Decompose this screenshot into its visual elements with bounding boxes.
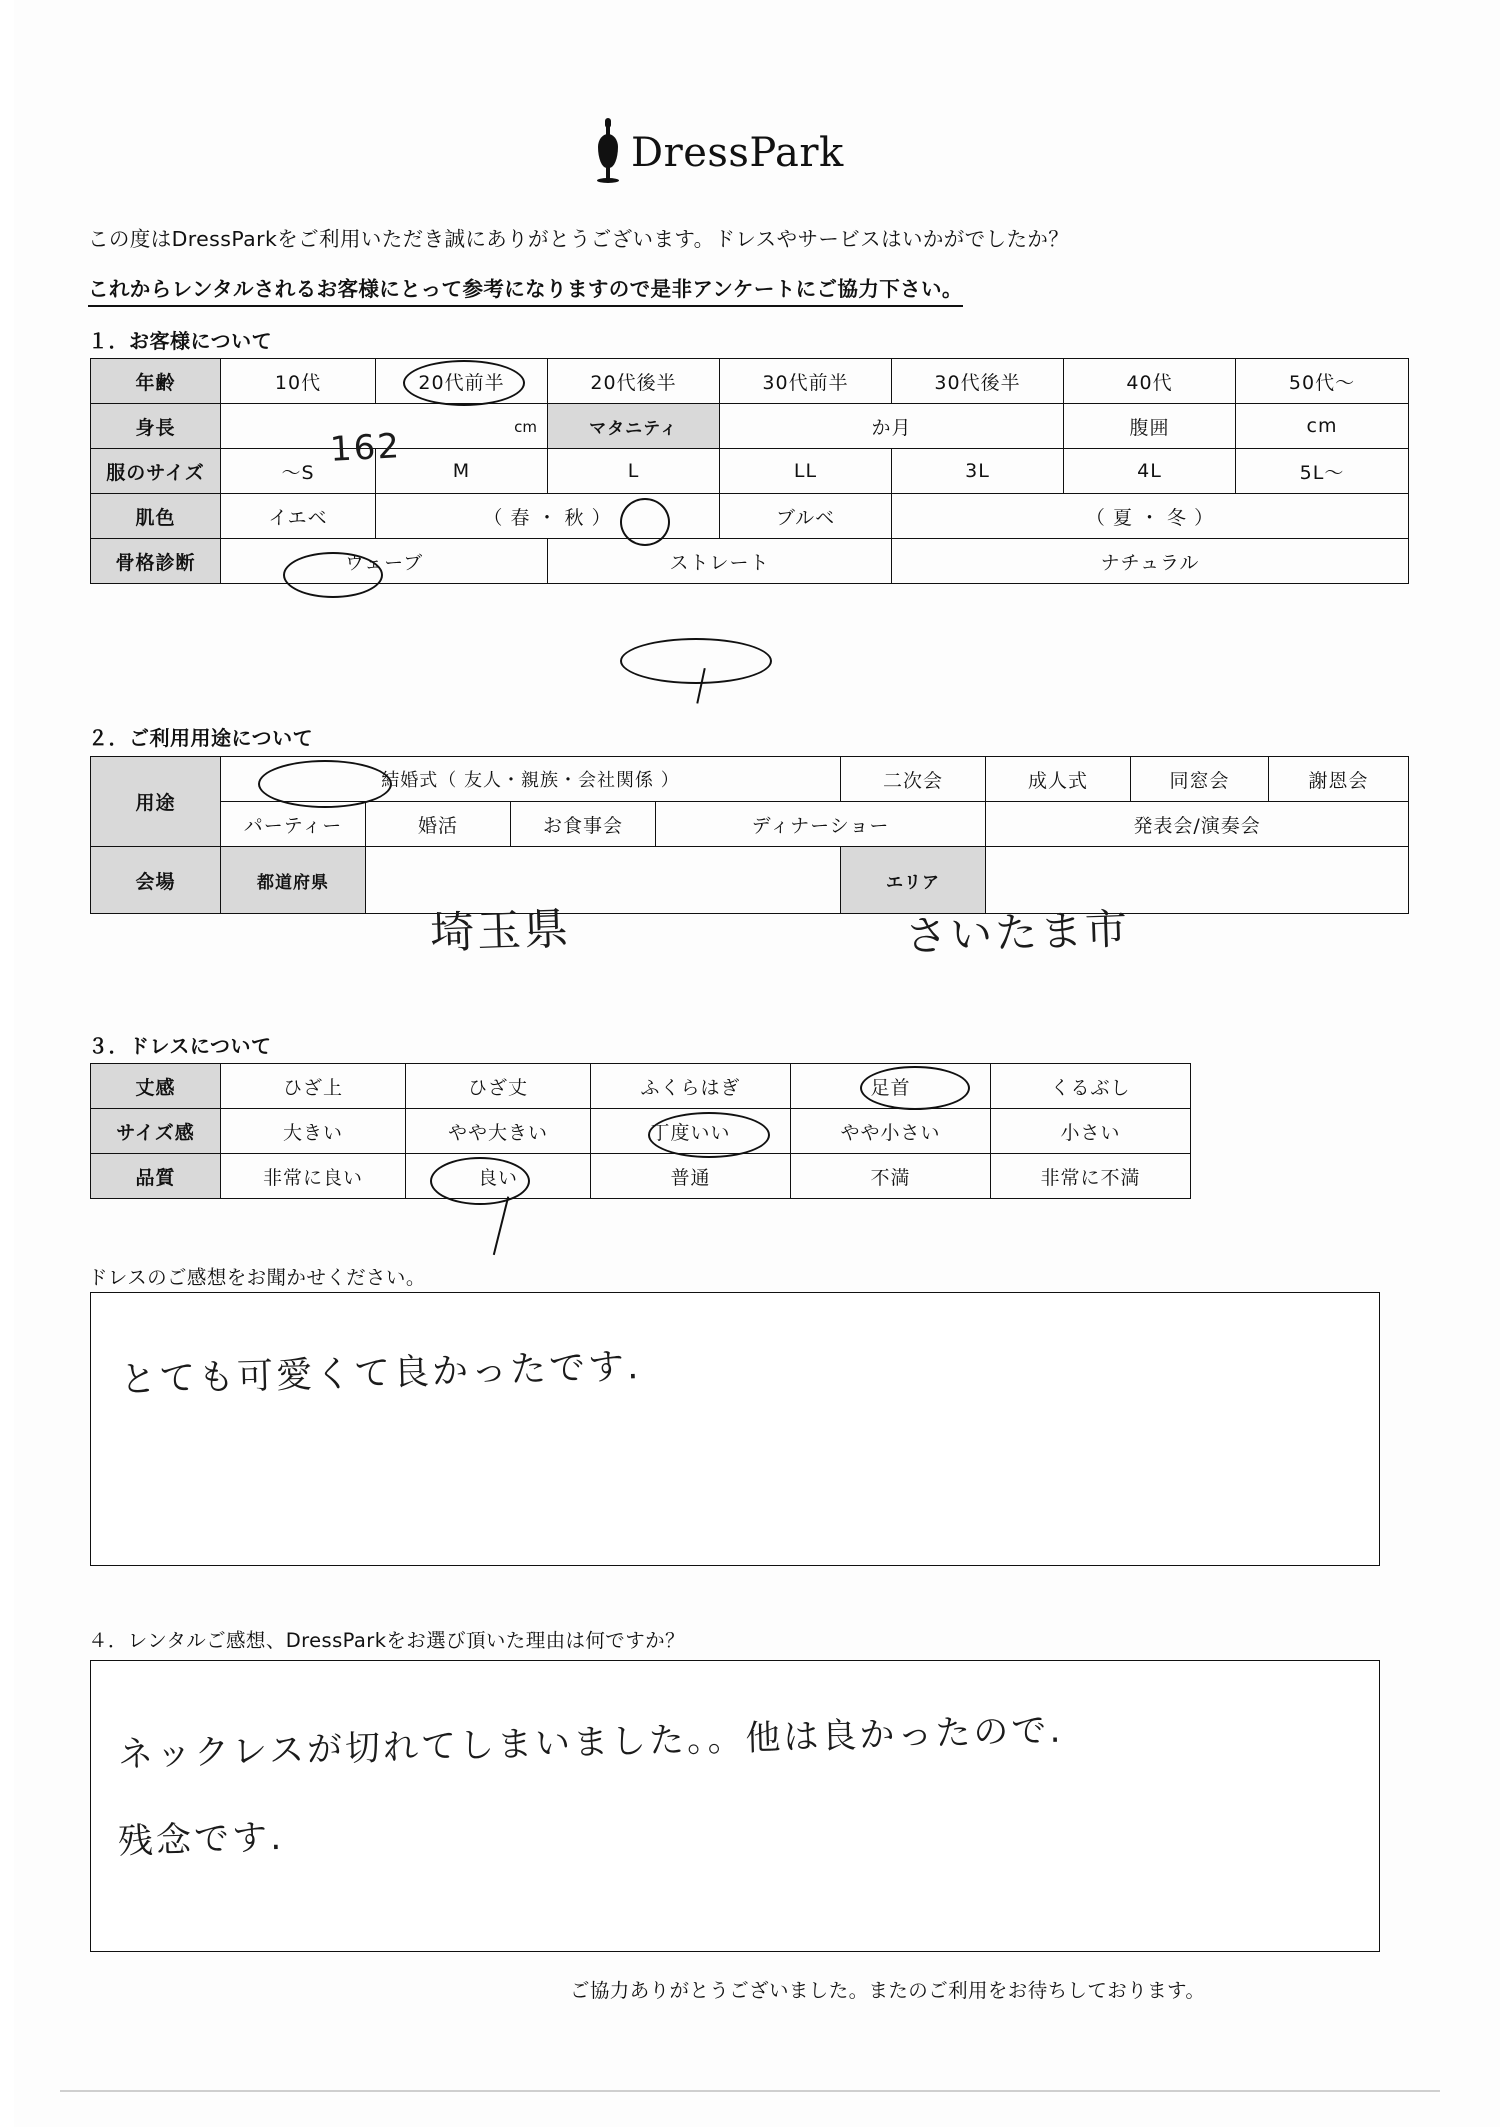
scan-edge xyxy=(0,0,14,2127)
quality-option-1[interactable]: 良い xyxy=(406,1154,591,1199)
table-row-skin xyxy=(91,494,1409,539)
row-label-height: 身長 xyxy=(91,404,221,449)
usage-table xyxy=(90,756,1409,914)
skin-season-warm[interactable]: （ 春 ・ 秋 ） xyxy=(376,494,720,539)
pen-stroke xyxy=(696,668,707,704)
handwritten-area: さいたま市 xyxy=(904,904,1131,961)
dress-table xyxy=(90,1063,1191,1199)
size-option-4[interactable]: 3L xyxy=(892,449,1064,494)
size-option-6[interactable]: 5L〜 xyxy=(1236,449,1409,494)
age-option-0[interactable]: 10代 xyxy=(221,359,376,404)
row-label-skin: 肌色 xyxy=(91,494,221,539)
table-row-length xyxy=(91,1064,1191,1109)
fit-option-0[interactable]: 大きい xyxy=(221,1109,406,1154)
row-label-age: 年齢 xyxy=(91,359,221,404)
size-option-3[interactable]: LL xyxy=(720,449,892,494)
row-label-length: 丈感 xyxy=(91,1064,221,1109)
table-row-height xyxy=(91,404,1409,449)
row-label-venue: 会場 xyxy=(91,847,221,914)
age-option-2[interactable]: 20代後半 xyxy=(548,359,720,404)
brand-name: DressPark xyxy=(631,130,844,176)
section-1-title: １．お客様について xyxy=(88,329,273,353)
fit-option-4[interactable]: 小さい xyxy=(991,1109,1191,1154)
handwritten-impression: とても可愛くて良かったです. xyxy=(119,1346,642,1401)
fit-option-3[interactable]: やや小さい xyxy=(791,1109,991,1154)
skin-option-blue[interactable]: ブルベ xyxy=(720,494,892,539)
handwritten-height-value: 162 xyxy=(329,426,402,470)
purpose-dinner-show[interactable]: ディナーショー xyxy=(656,802,986,847)
impression-textarea[interactable] xyxy=(90,1292,1380,1566)
body-option-natural[interactable]: ナチュラル xyxy=(892,539,1409,584)
closing-text: ご協力ありがとうございました。またのご利用をお待ちしております。 xyxy=(570,1979,1206,2002)
prefecture-label: 都道府県 xyxy=(221,847,366,914)
handwritten-reason-line-1: ネックレスが切れてしまいました。。他は良かったので. xyxy=(117,1710,1065,1776)
pen-stroke-2 xyxy=(493,1196,511,1255)
age-option-3[interactable]: 30代前半 xyxy=(720,359,892,404)
height-unit: cm xyxy=(514,418,537,436)
row-label-fit: サイズ感 xyxy=(91,1109,221,1154)
body-option-wave[interactable]: ウェーブ xyxy=(221,539,548,584)
body-option-straight[interactable]: ストレート xyxy=(548,539,892,584)
table-row-size xyxy=(91,449,1409,494)
brand-logo xyxy=(595,118,844,188)
maternity-label[interactable]: マタニティ xyxy=(548,404,720,449)
table-row-quality xyxy=(91,1154,1191,1199)
table-row-venue xyxy=(91,847,1409,914)
dress-form-icon xyxy=(595,118,621,188)
fit-option-2[interactable]: 丁度いい xyxy=(591,1109,791,1154)
page-bottom-rule xyxy=(60,2090,1440,2092)
age-option-5[interactable]: 40代 xyxy=(1064,359,1236,404)
table-row-age xyxy=(91,359,1409,404)
age-option-1[interactable]: 20代前半 xyxy=(376,359,548,404)
length-option-4[interactable]: くるぶし xyxy=(991,1064,1191,1109)
intro-line-2: これからレンタルされるお客様にとって参考になりますので是非アンケートにご協力下さい。 xyxy=(88,272,963,307)
size-option-2[interactable]: L xyxy=(548,449,720,494)
row-label-quality: 品質 xyxy=(91,1154,221,1199)
table-row-purpose-1 xyxy=(91,757,1409,802)
handwritten-reason-line-2: 残念です. xyxy=(117,1817,285,1863)
area-label: エリア xyxy=(841,847,986,914)
purpose-reunion[interactable]: 同窓会 xyxy=(1131,757,1269,802)
height-input[interactable] xyxy=(221,404,548,449)
row-label-body: 骨格診断 xyxy=(91,539,221,584)
skin-option-yellow[interactable]: イエベ xyxy=(221,494,376,539)
size-option-0[interactable]: 〜S xyxy=(221,449,376,494)
purpose-party[interactable]: パーティー xyxy=(221,802,366,847)
maternity-months[interactable]: か月 xyxy=(720,404,1064,449)
purpose-meal[interactable]: お食事会 xyxy=(511,802,656,847)
impression-label: ドレスのご感想をお聞かせください。 xyxy=(88,1266,426,1289)
row-label-purpose: 用途 xyxy=(91,757,221,847)
age-option-6[interactable]: 50代〜 xyxy=(1236,359,1409,404)
waist-unit[interactable]: cm xyxy=(1236,404,1409,449)
quality-option-0[interactable]: 非常に良い xyxy=(221,1154,406,1199)
length-option-2[interactable]: ふくらはぎ xyxy=(591,1064,791,1109)
purpose-coming-of-age[interactable]: 成人式 xyxy=(986,757,1131,802)
table-row-body xyxy=(91,539,1409,584)
table-row-fit xyxy=(91,1109,1191,1154)
skin-season-cool[interactable]: （ 夏 ・ 冬 ） xyxy=(892,494,1409,539)
section-2-title: ２．ご利用用途について xyxy=(88,726,314,750)
intro-line-1: この度はDressParkをご利用いただき誠にありがとうございます。ドレスやサービスはいかがでしたか？ xyxy=(88,227,1070,251)
fit-option-1[interactable]: やや大きい xyxy=(406,1109,591,1154)
quality-option-4[interactable]: 非常に不満 xyxy=(991,1154,1191,1199)
age-option-4[interactable]: 30代後半 xyxy=(892,359,1064,404)
quality-option-3[interactable]: 不満 xyxy=(791,1154,991,1199)
size-option-1[interactable]: M xyxy=(376,449,548,494)
length-option-1[interactable]: ひざ丈 xyxy=(406,1064,591,1109)
section-3-title: ３．ドレスについて xyxy=(88,1034,272,1058)
purpose-konkatsu[interactable]: 婚活 xyxy=(366,802,511,847)
length-option-3[interactable]: 足首 xyxy=(791,1064,991,1109)
purpose-afterparty[interactable]: 二次会 xyxy=(841,757,986,802)
handwritten-prefecture: 埼玉県 xyxy=(429,903,573,960)
purpose-thanksgiving[interactable]: 謝恩会 xyxy=(1269,757,1409,802)
length-option-0[interactable]: ひざ上 xyxy=(221,1064,406,1109)
row-label-size: 服のサイズ xyxy=(91,449,221,494)
size-option-5[interactable]: 4L xyxy=(1064,449,1236,494)
question-4-label: ４．レンタルご感想、DressParkをお選び頂いた理由は何ですか？ xyxy=(88,1629,685,1652)
purpose-recital[interactable]: 発表会/演奏会 xyxy=(986,802,1409,847)
quality-option-2[interactable]: 普通 xyxy=(591,1154,791,1199)
circle-body-straight xyxy=(620,638,772,684)
waist-label: 腹囲 xyxy=(1064,404,1236,449)
customer-info-table xyxy=(90,358,1409,584)
table-row-purpose-2 xyxy=(91,802,1409,847)
purpose-wedding[interactable]: 結婚式（ 友人・親族・会社関係 ） xyxy=(221,757,841,802)
reason-textarea[interactable] xyxy=(90,1660,1380,1952)
